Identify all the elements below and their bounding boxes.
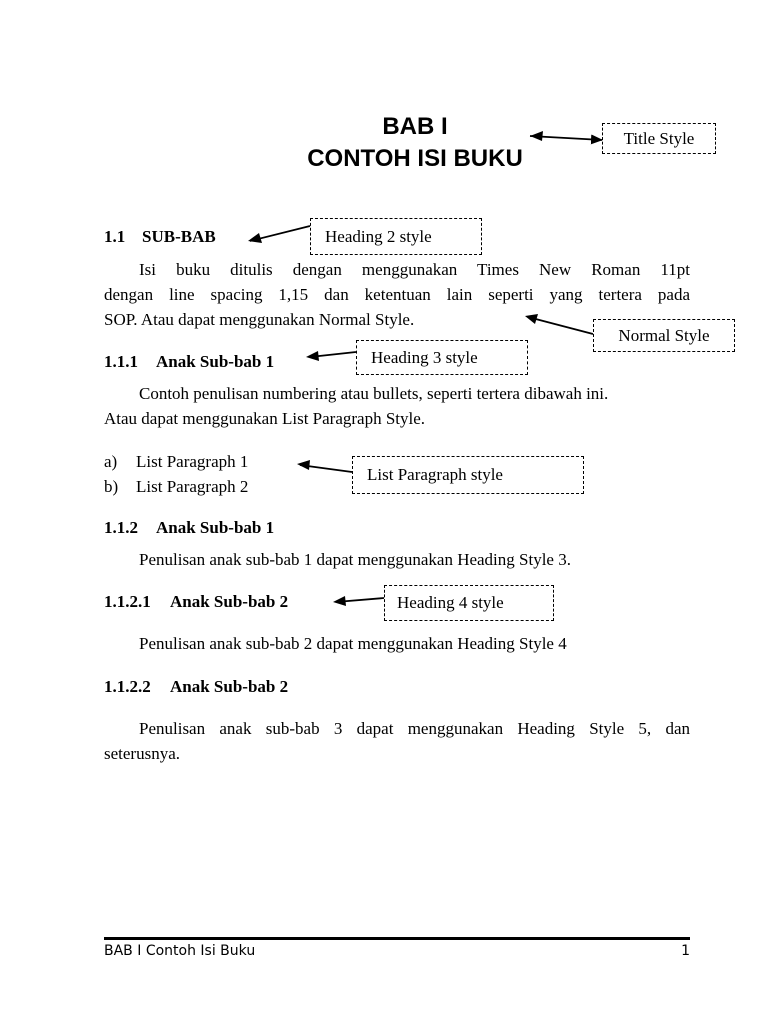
list-item [104,474,248,499]
paragraph-line: Penulisan anak sub-bab 2 dapat menggunakan Heading Style 4 [139,634,567,653]
footer-rule [104,937,690,940]
paragraph-line: Penulisan anak sub-bab 1 dapat menggunakan Heading Style 3. [139,550,571,569]
annotation-heading-4-style: Heading 4 style [384,585,554,621]
arrowhead-heading-2 [248,233,262,243]
paragraph-line: Atau dapat menggunakan List Paragraph Style. [104,409,426,428]
list-text: List Paragraph 2 [136,477,249,496]
annotation-normal-style: Normal Style [593,319,735,352]
page-number: 1 [681,943,690,959]
arrowhead-heading-3 [306,351,319,361]
heading-1-1-2-2 [104,676,288,698]
paragraph-line: Isi buku ditulis dengan menggunakan Times New Roman 11pt [139,260,690,279]
chapter-number: BAB I [382,113,448,140]
heading-text: Anak Sub-bab 2 [170,592,289,611]
arrow-heading-3 [310,352,356,357]
arrowhead-heading-4 [333,596,346,606]
heading-number: 1.1 [104,227,126,246]
heading-number: 1.1.2 [104,518,138,537]
paragraph-line: seterusnya. [104,744,181,763]
arrow-heading-2 [250,226,310,241]
heading-number: 1.1.2.1 [104,592,151,611]
arrowhead-list-paragraph [297,460,310,470]
arrow-normal [528,317,593,334]
annotation-title-style: Title Style [602,123,716,154]
list-marker: b) [104,477,119,496]
footer-chapter-label: BAB I Contoh Isi Buku [104,943,256,959]
list-item [104,449,248,474]
heading-1-1-2 [104,517,274,539]
heading-1-1 [104,226,216,248]
heading-number: 1.1.2.2 [104,677,151,696]
list-marker: a) [104,452,118,471]
heading-text: Anak Sub-bab 1 [156,518,275,537]
arrow-heading-4 [336,598,384,602]
annotation-heading-3-style: Heading 3 style [356,340,528,375]
paragraph-line: dengan line spacing 1,15 dan ketentuan lain seperti yang tertera pada [104,285,690,304]
heading-1-1-1 [104,351,274,373]
heading-text: Anak Sub-bab 1 [156,352,275,371]
paragraph-line: Penulisan anak sub-bab 3 dapat menggunakan Heading Style 5, dan [139,719,690,738]
chapter-title: CONTOH ISI BUKU [307,145,523,172]
paragraph-line: Contoh penulisan numbering atau bullets, seperti tertera dibawah ini. [139,384,609,403]
arrow-list-paragraph [300,465,352,472]
annotation-list-paragraph-style: List Paragraph style [352,456,584,494]
list-text: List Paragraph 1 [136,452,249,471]
heading-text: Anak Sub-bab 2 [170,677,289,696]
heading-number: 1.1.1 [104,352,138,371]
paragraph-line: SOP. Atau dapat menggunakan Normal Style. [104,310,415,329]
heading-text: SUB-BAB [142,227,216,246]
annotation-heading-2-style: Heading 2 style [310,218,482,255]
heading-1-1-2-1 [104,591,288,613]
arrowhead-normal [525,314,538,324]
